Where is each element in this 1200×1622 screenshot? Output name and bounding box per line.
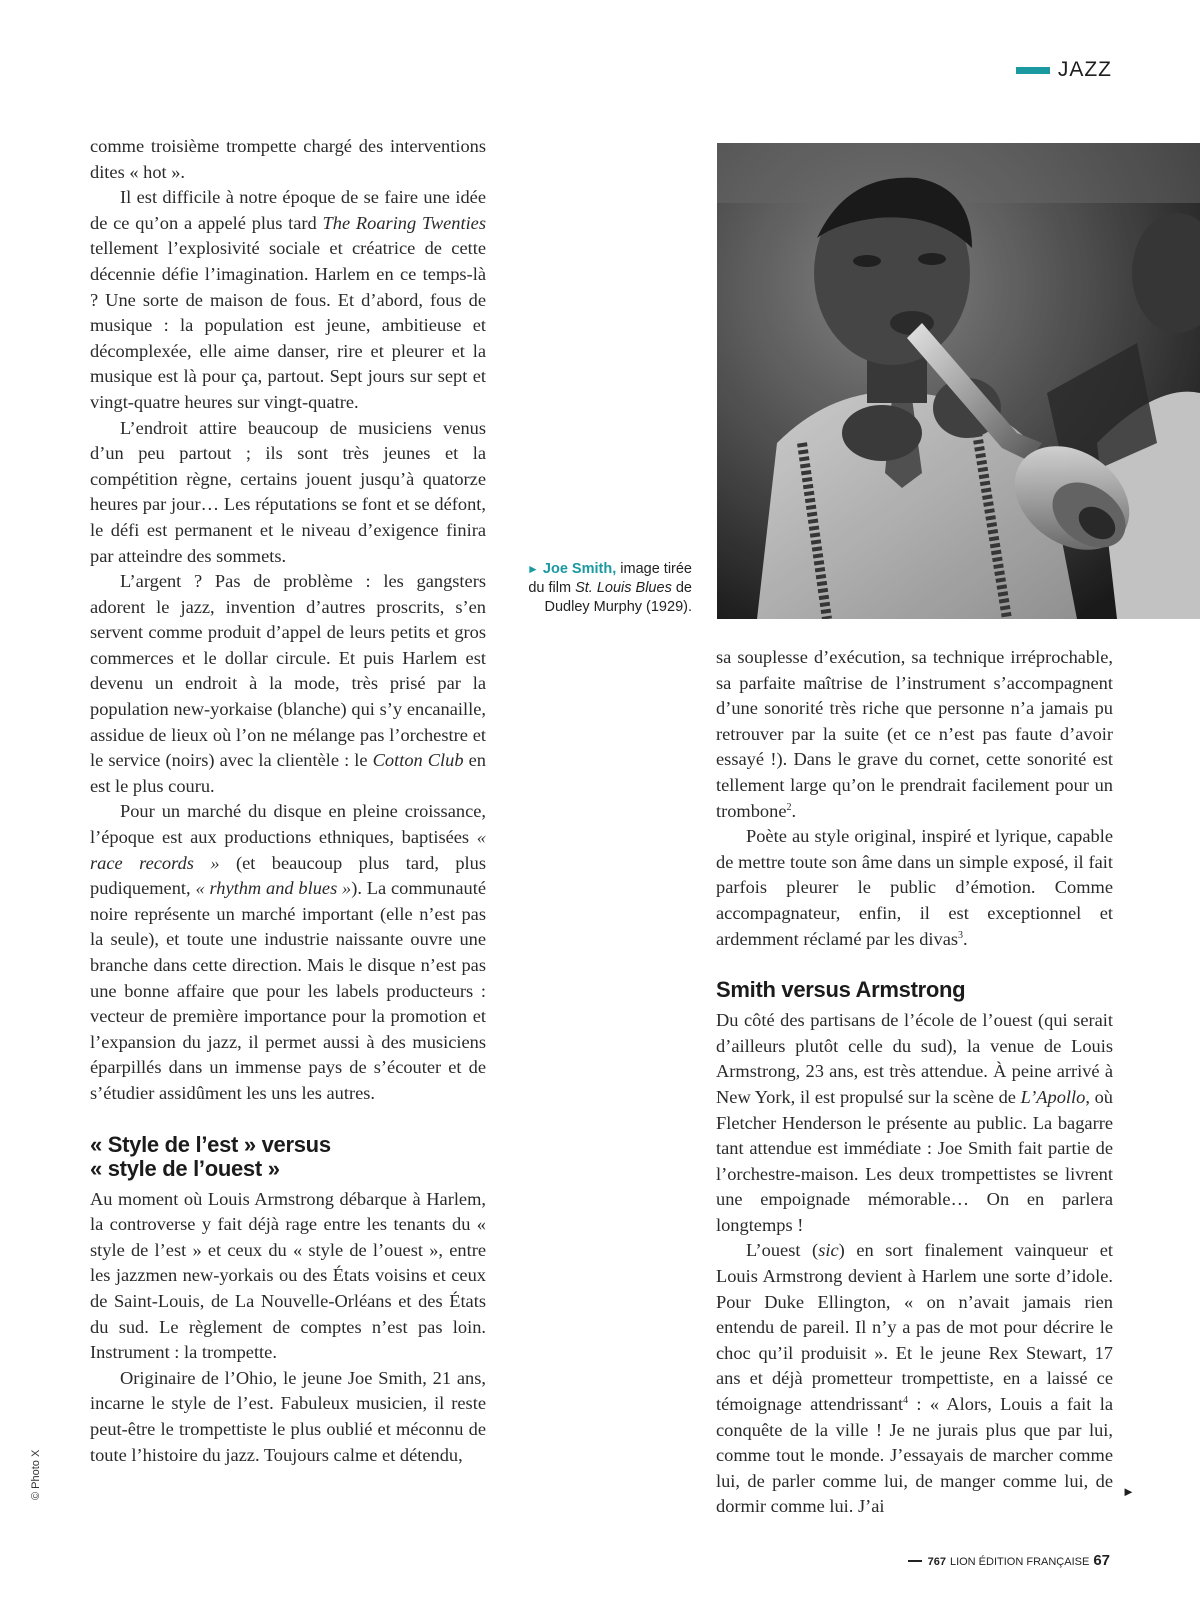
subheading-smith-armstrong: Smith versus Armstrong	[716, 977, 966, 1003]
paragraph: L’ouest (sic) en sort finalement vainqueur et Louis Armstrong devient à Harlem une sorte d’idole. Pour Duke Ellington, « on n’avait jamais rien entendu de pareil. Il n’y a pas de mot pour décrire le choc qu’il produisit ». Et le jeune Rex Stewart, 17 ans et déjà prometteur trompettiste, en a laissé ce témoignage attendrissant$^4$ : « Alors, Louis a fait la conquête de la ville ! Je ne jurais plus que par lui, comme tout le monde. J’essayais de marcher comme lui, de parler comme lui, de manger comme lui, de dormir comme lui. J’ai	[716, 1240, 1113, 1517]
caption-subject: Joe Smith,	[542, 561, 617, 577]
italic-term: « rhythm and blues »	[195, 878, 352, 899]
paragraph: L’argent ? Pas de problème : les gangsters adorent le jazz, invention d’autres proscrits, s’en servent comme produit d’appel de leurs petits et gros commerces et le dollar circule. Et puis Harlem est devenu un endroit à la mode, très prisé par la population new-yorkaise (blanche) qui s’y encanaille, assidue de lieux où l’on ne mélange pas l’orchestre et le service (noirs) avec la clientèle : le Cotton Club en est le plus couru.	[90, 571, 486, 796]
footnote-ref: 4	[903, 1394, 909, 1406]
section-label: JAZZ	[1057, 58, 1112, 81]
italic-title: The Roaring Twenties	[322, 212, 487, 233]
paragraph: sa souplesse d’exécution, sa technique irréprochable, sa parfaite maîtrise de l’instrument s’accompagnent d’une sonorité très riche que personne n’a jamais pu retrouver par la suite (et ce n’est pas faute d’avoir essayé !). Dans le grave du cornet, cette sonorité est tellement large qu’on le prendrait facilement pour un trombone$^2$.	[716, 647, 1113, 821]
caption-film-title: St. Louis Blues	[575, 580, 672, 596]
publication-name: LION ÉDITION FRANÇAISE	[949, 1556, 1090, 1568]
paragraph: L’endroit attire beaucoup de musiciens venus d’un peu partout ; ils sont très jeunes et la compétition règne, certains jouent jusqu’à quatorze heures par jour… Les réputations se font et se défont, le défi est permanent et le niveau d’exigence finira par atteindre des sommets.	[90, 417, 486, 566]
paragraph: comme troisième trompette chargé des interventions dites « hot ».	[90, 136, 486, 182]
footer-dash	[908, 1560, 922, 1562]
italic-sic: sic	[818, 1240, 839, 1261]
joe-smith-photo	[717, 143, 1200, 619]
italic-venue: Cotton Club	[372, 750, 464, 771]
section-tag	[1016, 58, 1112, 82]
paragraph: Au moment où Louis Armstrong débarque à Harlem, la controverse y fait déjà rage entre les tenants du « style de l’est » et ceux du « style de l’ouest », entre les jazzmen new-yorkais ou des États voisins et ceux de Saint-Louis, de La Nouvelle-Orléans et des États du sud. Le règlement de comptes n’est pas loin. Instrument : la trompette.	[90, 1188, 486, 1363]
paragraph: Du côté des partisans de l’école de l’ouest (qui serait d’ailleurs plutôt celle du sud), la venue de Louis Armstrong, 23 ans, est très attendue. À peine arrivé à New York, il est propulsé sur la scène de L’Apollo, où Fletcher Henderson le présente au public. La bagarre tant attendue est immédiate : Joe Smith fait partie de l’orchestre-maison. Les deux trompettistes se livrent une empoignade mémorable… On en parlera longtemps !	[716, 1010, 1113, 1235]
paragraph: Poète au style original, inspiré et lyrique, capable de mettre toute son âme dans un simple exposé, il fait parfois pleurer le public d’émotion. Comme accompagnateur, enfin, il est exceptionnel et ardemment réclamé par les divas$^3$.	[716, 826, 1113, 949]
paragraph: Originaire de l’Ohio, le jeune Joe Smith, 21 ans, incarne le style de l’est. Fabuleux musicien, il reste peut-être le trompettiste le plus oublié et méconnu de toute l’histoire du jazz. Toujours calme et détendu,	[90, 1367, 486, 1465]
section-accent-bar	[1016, 67, 1050, 74]
photo-credit: © Photo X	[30, 1449, 42, 1500]
paragraph: Pour un marché du disque en pleine croissance, l’époque est aux productions ethniques, baptisées « race records » (et beaucoup plus tard, plus pudiquement, « rhythm and blues »). La communauté noire représente un marché important (elle n’est pas la seule), et toute une industrie naissante ouvre une branche dans cette direction. Mais le disque n’est pas une bonne affaire que pour les labels producteurs : vecteur de première importance pour la promotion et l’expansion du jazz, il permet aussi à des musiciens éparpillés dans un immense pays de s’écouter et de s’étudier assidûment les uns les autres.	[90, 801, 487, 1103]
page-footer	[908, 1552, 1110, 1569]
footnote-ref: 3	[958, 929, 964, 941]
right-column	[716, 645, 1113, 1520]
photo-caption: ► Joe Smith, image tirée du film St. Louis Blues de Dudley Murphy (1929).	[526, 561, 692, 615]
issue-number: 767	[927, 1556, 946, 1568]
subheading-east-west: « Style de l’est » versus « style de l’ouest »	[90, 1131, 331, 1181]
continue-arrow-icon: ►	[1122, 1484, 1135, 1499]
italic-venue: L’Apollo	[1020, 1086, 1086, 1107]
paragraph: Il est difficile à notre époque de se faire une idée de ce qu’on a appelé plus tard The Roaring Twenties tellement l’explosivité sociale et créatrice de cette décennie défie l’imagination. Harlem en ce temps-là ? Une sorte de maison de fous. Et d’abord, fous de musique : la population est jeune, ambitieuse et décomplexée, elle aime danser, rire et pleurer et la musique est là pour ça, partout. Sept jours sur sept et vingt-quatre heures sur vingt-quatre.	[90, 187, 487, 412]
italic-term: « race records »	[90, 827, 486, 873]
page-number: 67	[1093, 1552, 1110, 1569]
left-column	[90, 134, 486, 1468]
footnote-ref: 2	[786, 801, 792, 813]
caption-arrow-icon: ►	[526, 562, 539, 576]
